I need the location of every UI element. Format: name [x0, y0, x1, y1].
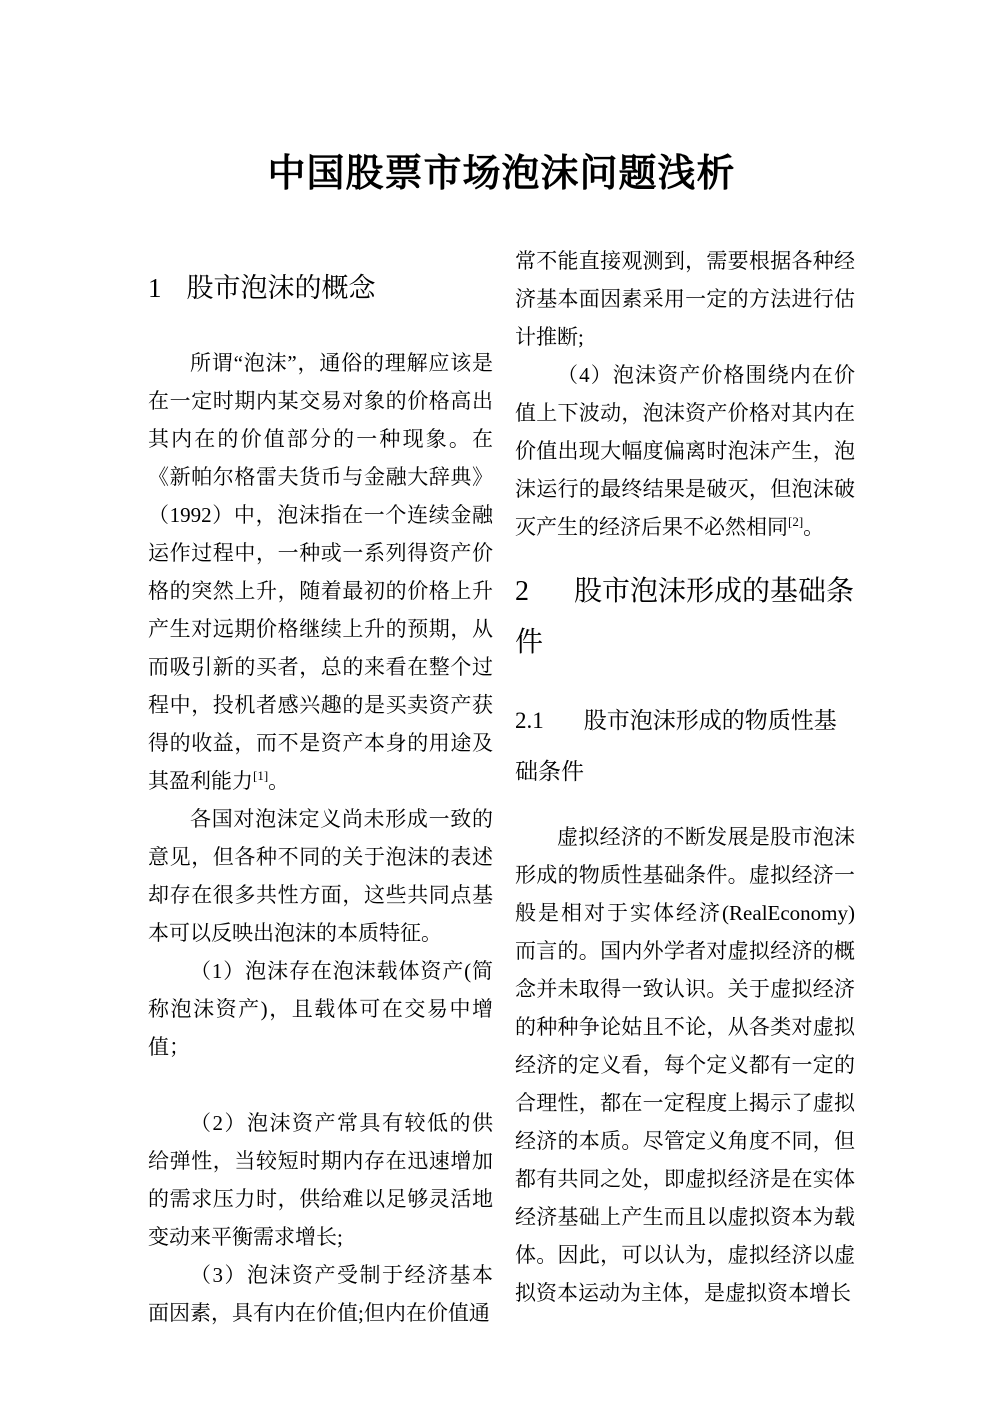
two-column-layout	[148, 242, 855, 1332]
empty-line	[148, 1066, 493, 1104]
right-column	[515, 242, 855, 1312]
section-heading-2-number: 2	[515, 576, 529, 607]
section-heading-2-1	[515, 695, 855, 796]
section-heading-2-text: 股市泡沫形成的基础条件	[515, 575, 855, 657]
section-heading-1-number: 1	[148, 273, 162, 303]
list-item-1: （1）泡沫存在泡沫载体资产(简称泡沫资产)，且载体可在交易中增值；	[148, 959, 493, 1059]
list-item-2: （2）泡沫资产常具有较低的供给弹性，当较短时期内存在迅速增加的需求压力时，供给难以足够灵活地变动来平衡需求增长;	[148, 1111, 493, 1249]
section-heading-2-1-number: 2.1	[515, 708, 544, 733]
section-heading-1	[148, 268, 493, 308]
left-column	[148, 242, 493, 1332]
section-heading-1-text: 股市泡沫的概念	[186, 273, 376, 303]
paragraph-common-traits: 各国对泡沫定义尚未形成一致的意见，但各种不同的关于泡沫的表述却存在很多共性方面，这些共同点基本可以反映出泡沫的本质特征。	[148, 807, 493, 945]
list-item-4-period: 。	[803, 515, 825, 539]
paragraph-virtual-economy: 虚拟经济的不断发展是股市泡沫形成的物质性基础条件。虚拟经济一般是相对于实体经济(RealEconomy) 而言的。国内外学者对虚拟经济的概念并未取得一致认识。关于虚拟经济的种种争论姑且不论，从各类对虚拟经济的定义看，每个定义都有一定的合理性，都在一定程度上揭示了虚拟经济的本质。尽管定义角度不同，但都有共同之处，即虚拟经济是在实体经济基础上产生而且以虚拟资本为载体。因此，可以认为，虚拟经济以虚拟资本运动为主体，是虚拟资本增长	[515, 825, 855, 1305]
paragraph-bubble-definition-text: 所谓“泡沫”，通俗的理解应该是在一定时期内某交易对象的价格高出其内在的价值部分的一种现象。在《新帕尔格雷夫货币与金融大辞典》（1992）中，泡沫指在一个连续金融运作过程中，一种或一系列得资产价格的突然上升，随着最初的价格上升产生对远期价格继续上升的预期，从而吸引新的买者，总的来看在整个过程中，投机者感兴趣的是买卖资产获得的收益，而不是资产本身的用途及其盈利能力	[148, 351, 493, 793]
list-item-3-start: （3）泡沫资产受制于经济基本面因素，具有内在价值;但内在价值通	[148, 1263, 493, 1325]
citation-ref-2: [2]	[788, 514, 804, 529]
list-item-4-text: （4）泡沫资产价格围绕内在价值上下波动，泡沫资产价格对其内在价值出现大幅度偏离时泡沫产生，泡沫运行的最终结果是破灭，但泡沫破灭产生的经济后果不必然相同	[515, 363, 855, 539]
list-item-4	[515, 356, 855, 546]
list-item-3-continuation: 常不能直接观测到，需要根据各种经济基本面因素采用一定的方法进行估计推断;	[515, 249, 855, 349]
citation-ref-1: [1]	[253, 768, 269, 783]
section-heading-2	[515, 566, 855, 667]
paragraph-bubble-definition	[148, 344, 493, 800]
document-title: 中国股票市场泡沫问题浅析	[267, 153, 736, 195]
section-heading-2-1-text: 股市泡沫形成的物质性基础条件	[515, 707, 837, 784]
paragraph-bubble-definition-period: 。	[268, 769, 290, 793]
